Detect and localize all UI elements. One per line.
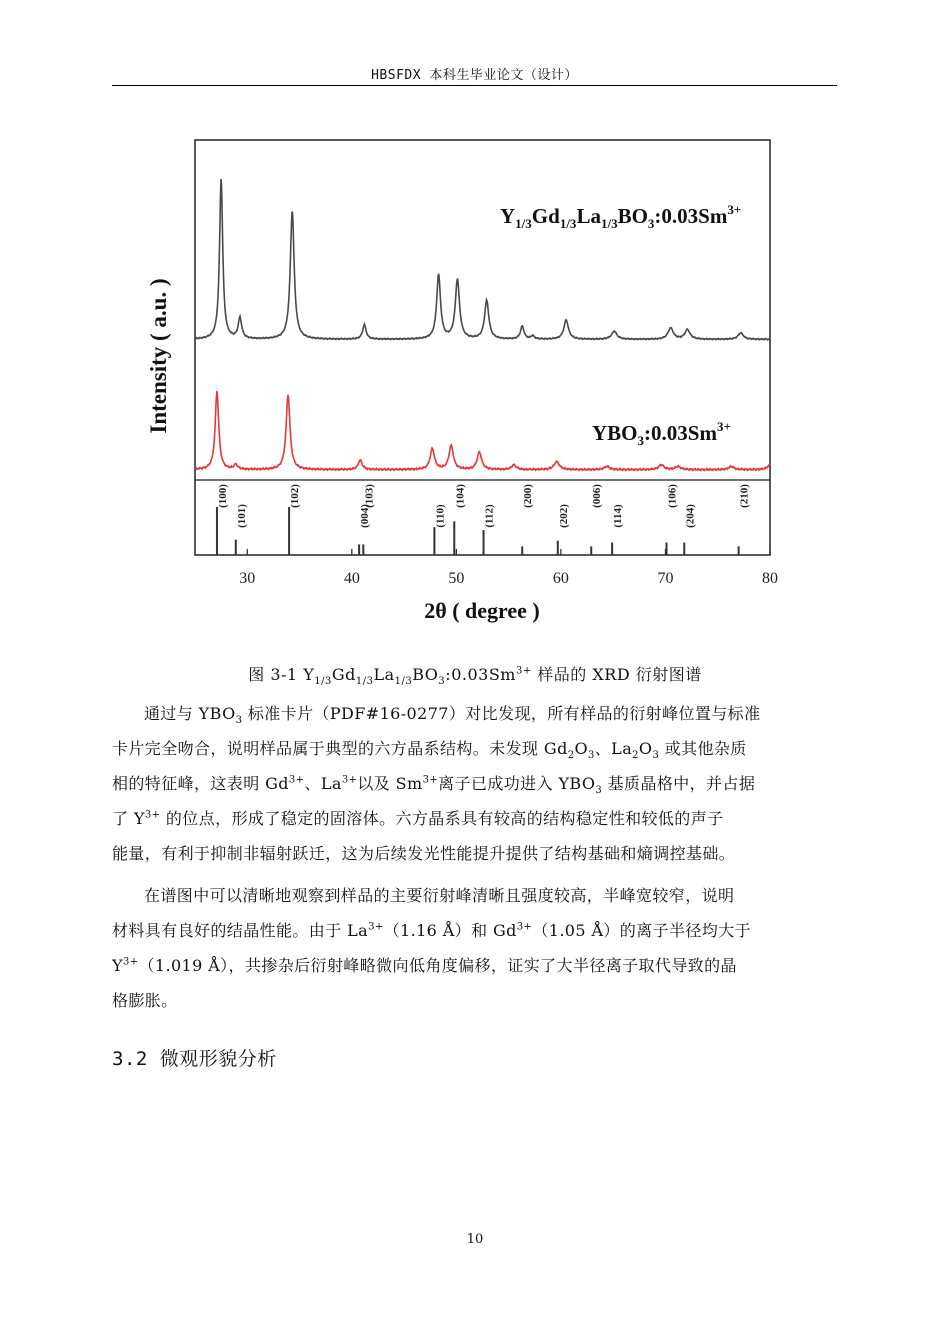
header-rule <box>112 85 837 86</box>
series-label-ygdla: $Y_{1/3}Gd_{1/3}La_{1/3}BO_3:0.03Sm^{3+}$ <box>500 202 742 231</box>
figure-caption: 图 3-1 $Y_{1/3}Gd_{1/3}La_{1/3}BO_3:0.03Sm^{3+}$ 样品的 XRD 衍射图谱 <box>248 665 702 688</box>
reference-hkl-label: (204) <box>684 504 697 528</box>
reference-hkl-label: (106) <box>666 484 679 508</box>
paragraph-xrd-analysis: 通过与 $YBO_3$ 标准卡片（PDF#16-0277）对比发现，所有样品的衍射峰位置与标准 卡片完全吻合，说明样品属于典型的六方晶系结构。未发现 $Gd_2O_3$、$La_2O_3$ 或其他杂质 相的特征峰，这表明 $Gd^{3+}$、$La^{3+}$以及 $Sm^{3+}$离子已成功进入 $YBO_3$ 基质晶格中，并占据 了 $Y^{3+}$ 的位点，形成了稳定的固溶体。六方晶系具有较高的结构稳定性和较低的声子 能量，有利于抑制非辐射跃迁，这为后续发光性能提升提供了结构基础和熵调控基础。 <box>112 704 761 863</box>
x-tick-label: 80 <box>762 570 778 587</box>
reference-hkl-label: (200) <box>522 484 535 508</box>
x-tick-label: 40 <box>343 570 360 587</box>
xrd-chart <box>140 128 800 628</box>
reference-hkl-label: (210) <box>738 484 751 508</box>
x-axis-label: 2θ ( degree ) <box>424 598 540 623</box>
x-tick-label: 70 <box>657 570 674 587</box>
reference-hkl-label: (006) <box>591 484 604 508</box>
page-number: 10 <box>466 1232 484 1247</box>
section-heading: 3.2 微观形貌分析 <box>112 1048 277 1070</box>
reference-hkl-label: (202) <box>557 504 570 528</box>
x-tick-label: 50 <box>448 570 465 587</box>
reference-hkl-label: (104) <box>454 484 467 508</box>
page-header: HBSFDX 本科生毕业论文（设计） <box>371 68 578 83</box>
reference-hkl-label: (102) <box>289 484 302 508</box>
reference-hkl-label: (110) <box>434 504 447 528</box>
reference-hkl-label: (004) <box>359 504 372 528</box>
reference-hkl-label: (100) <box>216 484 229 508</box>
x-tick-label: 60 <box>552 570 569 587</box>
paragraph-crystallinity: 在谱图中可以清晰地观察到样品的主要衍射峰清晰且强度较高，半峰宽较窄，说明 材料具有良好的结晶性能。由于 $La^{3+}(1.16$ Å）和 $Gd^{3+}(1.05$ Å）的离子半径均大于 $Y^{3+}(1.019$ Å），共掺杂后衍射峰略微向低角度偏移，证实了大半径离子取代导致的晶 格膨胀。 <box>112 886 752 1010</box>
y-axis-label: Intensity ( a.u. ) <box>146 278 171 434</box>
reference-hkl-label: (103) <box>363 484 376 508</box>
reference-hkl-label: (101) <box>235 504 248 528</box>
plot-frame <box>195 140 770 555</box>
series-label-ybo3: $YBO_3:0.03Sm^{3+}$ <box>592 419 731 448</box>
x-tick-label: 30 <box>239 570 256 587</box>
reference-hkl-label: (112) <box>483 504 496 528</box>
reference-hkl-label: (114) <box>612 504 625 528</box>
